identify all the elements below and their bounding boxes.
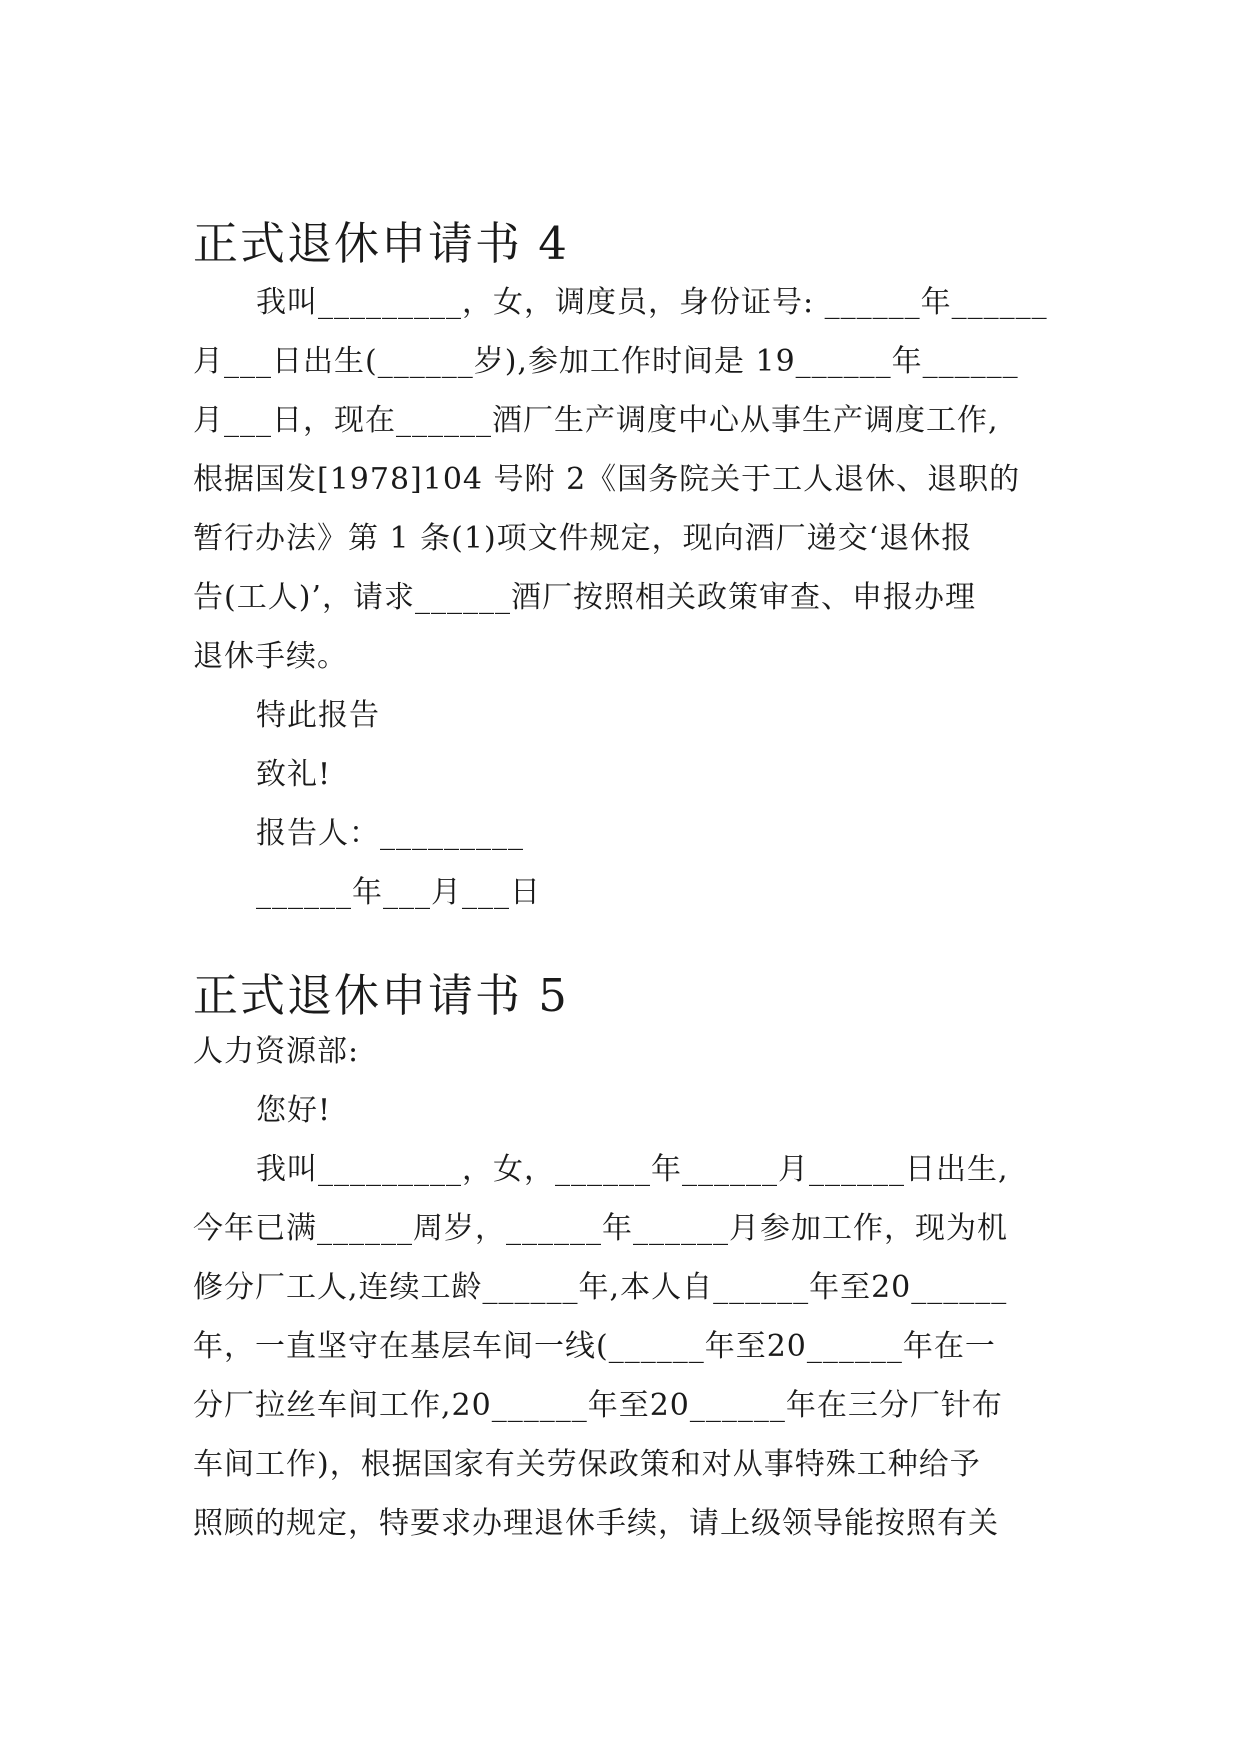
section-5-body-line-3: 修分厂工人,连续工龄______年,本人自______年至20______ — [193, 1270, 1008, 1305]
section-5-addressee: 人力资源部: — [193, 1034, 360, 1069]
section-4-closing: 特此报告 — [256, 698, 380, 733]
section-5-body-line-5: 分厂拉丝车间工作,20______年至20______年在三分厂针布 — [193, 1388, 1003, 1423]
section-4-body-line-1: 我叫_________，女，调度员，身份证号: ______年______ — [256, 285, 1048, 320]
section-4-salutation: 致礼! — [256, 757, 332, 792]
section-5-body-line-4: 年，一直坚守在基层车间一线(______年至20______年在一 — [193, 1329, 996, 1364]
section-4-body-line-7: 退休手续。 — [193, 639, 348, 674]
section-5-body-line-2: 今年已满______周岁，______年______月参加工作，现为机 — [193, 1211, 1008, 1246]
section-5-body-line-1: 我叫_________，女，______年______月______日出生, — [256, 1152, 1009, 1187]
section-4-body-line-4: 根据国发[1978]104 号附 2《国务院关于工人退休、退职的 — [193, 462, 1021, 497]
section-4-reporter: 报告人：_________ — [256, 816, 524, 851]
section-4-date: ______年___月___日 — [256, 875, 541, 910]
section-4-body-line-2: 月___日出生(______岁),参加工作时间是 19______年______ — [193, 344, 1019, 379]
section-5-title: 正式退休申请书 5 — [193, 969, 569, 1022]
section-5-body-line-7: 照顾的规定，特要求办理退休手续，请上级领导能按照有关 — [193, 1506, 999, 1541]
section-5-body-line-6: 车间工作)，根据国家有关劳保政策和对从事特殊工种给予 — [193, 1447, 981, 1482]
section-5-greeting: 您好! — [256, 1093, 332, 1128]
section-4-body-line-6: 告(工人)’，请求______酒厂按照相关政策审查、申报办理 — [193, 580, 976, 615]
section-4-title: 正式退休申请书 4 — [193, 217, 569, 270]
section-4-body-line-3: 月___日，现在______酒厂生产调度中心从事生产调度工作, — [193, 403, 999, 438]
section-4-body-line-5: 暂行办法》第 1 条(1)项文件规定，现向酒厂递交‘退休报 — [193, 521, 973, 556]
